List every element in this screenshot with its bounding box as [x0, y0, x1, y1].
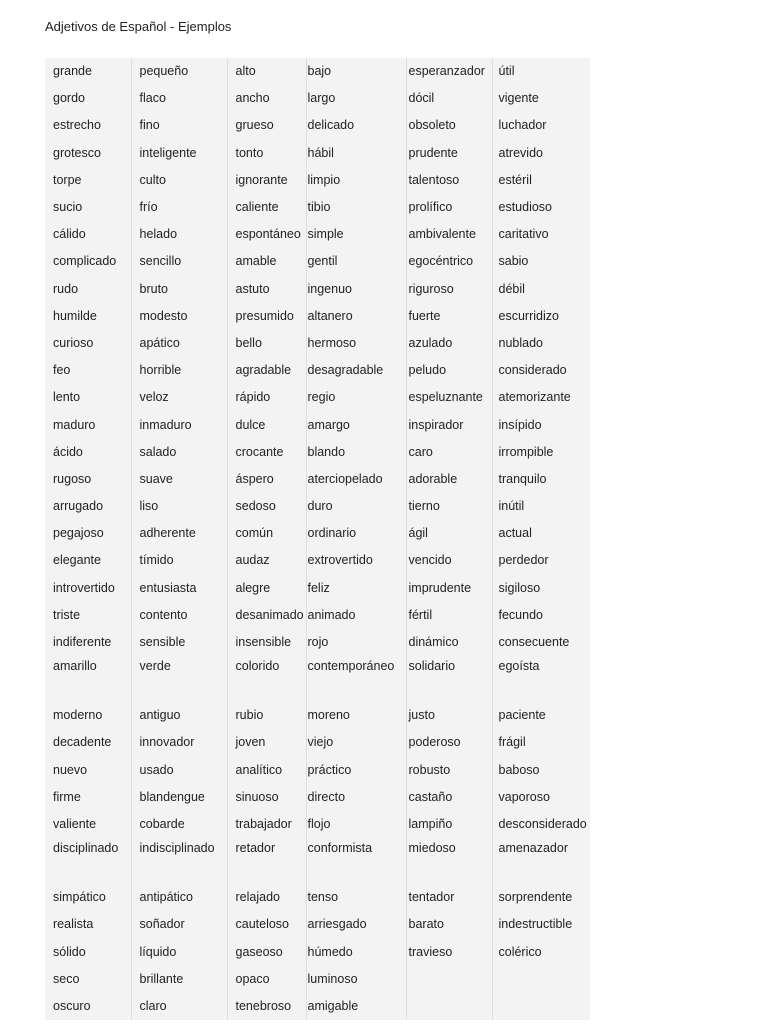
table-cell: vaporoso: [498, 789, 550, 804]
table-cell: tenebroso: [227, 993, 306, 1020]
table-row: [45, 547, 590, 574]
table-cell: alto: [227, 58, 306, 85]
table-row: [45, 303, 590, 330]
table-cell: contento: [131, 602, 227, 629]
table-row: [45, 520, 590, 547]
table-cell: hábil: [306, 140, 406, 167]
table-cell: hermoso: [306, 330, 406, 357]
table-cell: ordinario: [306, 520, 406, 547]
table-row: [45, 575, 590, 602]
table-cell: dinámico: [406, 629, 492, 656]
table-cell: adorable: [406, 466, 492, 493]
table-cell: feliz: [306, 575, 406, 602]
table-cell: amargo: [306, 411, 406, 438]
table-cell: común: [227, 520, 306, 547]
table-cell: apático: [131, 330, 227, 357]
table-cell: viejo: [306, 729, 406, 756]
table-cell: sencillo: [131, 248, 227, 275]
table-cell: luminoso: [306, 966, 406, 993]
table-cell: [492, 966, 590, 993]
table-row: [45, 811, 590, 838]
table-row: [45, 838, 590, 884]
table-cell: suave: [131, 466, 227, 493]
table-cell: aterciopelado: [306, 466, 406, 493]
table-row: [45, 194, 590, 221]
table-cell: [406, 966, 492, 993]
table-cell: frágil: [498, 735, 526, 750]
table-cell: esperanzador: [406, 58, 492, 85]
table-row: [45, 167, 590, 194]
table-row: [45, 784, 590, 811]
table-cell: ingenuo: [306, 276, 406, 303]
table-row: [45, 248, 590, 275]
table-cell: prudente: [406, 140, 492, 167]
table-cell: travieso: [406, 938, 492, 965]
table-cell: útil: [498, 64, 515, 79]
table-cell: sensible: [131, 629, 227, 656]
table-row: [45, 911, 590, 938]
table-cell: delicado: [306, 112, 406, 139]
table-cell: fecundo: [498, 607, 543, 622]
table-row: [45, 493, 590, 520]
table-cell: simple: [306, 221, 406, 248]
table-cell: estéril: [498, 172, 532, 187]
table-cell: gaseoso: [227, 938, 306, 965]
table-cell: colérico: [498, 944, 542, 959]
table-cell: escurridizo: [498, 308, 559, 323]
table-cell: simpático: [45, 884, 131, 911]
table-cell: inteligente: [131, 140, 227, 167]
table-cell: práctico: [306, 757, 406, 784]
table-cell: estudioso: [498, 200, 553, 215]
table-cell: tierno: [406, 493, 492, 520]
table-cell: joven: [227, 729, 306, 756]
table-cell: amenazador: [498, 841, 568, 856]
table-row: [45, 757, 590, 784]
table-cell: tibio: [306, 194, 406, 221]
table-cell: egoísta: [498, 659, 540, 674]
table-cell: actual: [498, 526, 532, 541]
table-cell: liso: [131, 493, 227, 520]
table-cell: arriesgado: [306, 911, 406, 938]
table-cell: indisciplinado: [131, 838, 227, 884]
table-cell: moderno: [45, 702, 131, 729]
table-cell: alegre: [227, 575, 306, 602]
table-cell: humilde: [45, 303, 131, 330]
table-cell: brillante: [131, 966, 227, 993]
table-cell: lento: [45, 384, 131, 411]
table-cell: fértil: [406, 602, 492, 629]
table-cell: culto: [131, 167, 227, 194]
table-cell: obsoleto: [406, 112, 492, 139]
table-cell: colorido: [227, 656, 306, 702]
table-row: [45, 85, 590, 112]
table-cell: rudo: [45, 276, 131, 303]
table-cell: antipático: [131, 884, 227, 911]
table-cell: rápido: [227, 384, 306, 411]
table-row: [45, 729, 590, 756]
table-cell: azulado: [406, 330, 492, 357]
table-cell: desconsiderado: [498, 816, 587, 831]
table-cell: sucio: [45, 194, 131, 221]
table-cell: consecuente: [498, 635, 570, 650]
table-cell: sinuoso: [227, 784, 306, 811]
table-cell: fuerte: [406, 303, 492, 330]
table-cell: extrovertido: [306, 547, 406, 574]
table-cell: modesto: [131, 303, 227, 330]
table-cell: presumido: [227, 303, 306, 330]
table-cell: helado: [131, 221, 227, 248]
table-row: [45, 466, 590, 493]
table-cell: tonto: [227, 140, 306, 167]
table-row: [45, 411, 590, 438]
table-row: [45, 884, 590, 911]
table-cell: usado: [131, 757, 227, 784]
table-cell: antiguo: [131, 702, 227, 729]
table-cell: castaño: [406, 784, 492, 811]
table-cell: insensible: [227, 629, 306, 656]
table-cell: tentador: [406, 884, 492, 911]
table-cell: indiferente: [45, 629, 131, 656]
table-cell: tenso: [306, 884, 406, 911]
table-cell: disciplinado: [45, 838, 131, 884]
table-cell: seco: [45, 966, 131, 993]
table-cell: valiente: [45, 811, 131, 838]
table-row: [45, 629, 590, 656]
table-cell: audaz: [227, 547, 306, 574]
table-cell: amable: [227, 248, 306, 275]
table-row: [45, 330, 590, 357]
table-cell: justo: [406, 702, 492, 729]
table-cell: inspirador: [406, 411, 492, 438]
table-cell: vencido: [406, 547, 492, 574]
table-row: [45, 938, 590, 965]
table-cell: amarillo: [45, 656, 131, 702]
table-cell: duro: [306, 493, 406, 520]
table-row: [45, 966, 590, 993]
table-cell: sabio: [498, 254, 529, 269]
table-cell: dócil: [406, 85, 492, 112]
table-cell: tímido: [131, 547, 227, 574]
table-cell: bruto: [131, 276, 227, 303]
table-cell: [492, 993, 590, 1020]
table-cell: verde: [131, 656, 227, 702]
table-cell: animado: [306, 602, 406, 629]
table-cell: sigiloso: [498, 580, 541, 595]
document-title: Adjetivos de Español - Ejemplos: [45, 19, 232, 34]
table-row: [45, 656, 590, 702]
table-cell: barato: [406, 911, 492, 938]
table-cell: retador: [227, 838, 306, 884]
table-row: [45, 276, 590, 303]
table-cell: ancho: [227, 85, 306, 112]
table-cell: [406, 993, 492, 1020]
table-cell: oscuro: [45, 993, 131, 1020]
table-cell: ácido: [45, 439, 131, 466]
table-cell: rojo: [306, 629, 406, 656]
table-cell: bajo: [306, 58, 406, 85]
table-cell: veloz: [131, 384, 227, 411]
table-cell: curioso: [45, 330, 131, 357]
table-row: [45, 58, 590, 85]
table-cell: elegante: [45, 547, 131, 574]
table-cell: grueso: [227, 112, 306, 139]
table-cell: arrugado: [45, 493, 131, 520]
table-cell: caliente: [227, 194, 306, 221]
table-cell: desagradable: [306, 357, 406, 384]
table-cell: desanimado: [227, 602, 306, 629]
table-cell: regio: [306, 384, 406, 411]
table-cell: atemorizante: [498, 390, 571, 405]
table-cell: atrevido: [498, 145, 543, 160]
table-cell: considerado: [498, 363, 567, 378]
table-cell: moreno: [306, 702, 406, 729]
table-cell: bello: [227, 330, 306, 357]
table-cell: áspero: [227, 466, 306, 493]
table-cell: directo: [306, 784, 406, 811]
table-cell: grande: [45, 58, 131, 85]
table-cell: húmedo: [306, 938, 406, 965]
table-cell: sedoso: [227, 493, 306, 520]
table-cell: flaco: [131, 85, 227, 112]
table-cell: gordo: [45, 85, 131, 112]
table-cell: líquido: [131, 938, 227, 965]
table-cell: relajado: [227, 884, 306, 911]
table-cell: trabajador: [227, 811, 306, 838]
table-cell: opaco: [227, 966, 306, 993]
table-cell: inútil: [498, 499, 525, 514]
table-cell: feo: [45, 357, 131, 384]
table-cell: rugoso: [45, 466, 131, 493]
table-cell: espontáneo: [227, 221, 306, 248]
table-cell: espeluznante: [406, 384, 492, 411]
table-cell: lampiño: [406, 811, 492, 838]
table-cell: decadente: [45, 729, 131, 756]
table-row: [45, 112, 590, 139]
table-cell: insípido: [498, 417, 542, 432]
table-cell: cobarde: [131, 811, 227, 838]
table-cell: imprudente: [406, 575, 492, 602]
table-cell: entusiasta: [131, 575, 227, 602]
table-cell: blando: [306, 439, 406, 466]
table-cell: realista: [45, 911, 131, 938]
table-cell: cálido: [45, 221, 131, 248]
table-cell: riguroso: [406, 276, 492, 303]
table-cell: dulce: [227, 411, 306, 438]
table-cell: egocéntrico: [406, 248, 492, 275]
table-cell: rubio: [227, 702, 306, 729]
table-cell: analítico: [227, 757, 306, 784]
table-cell: robusto: [406, 757, 492, 784]
table-row: [45, 357, 590, 384]
table-cell: sorprendente: [498, 890, 573, 905]
table-row: [45, 221, 590, 248]
table-cell: talentoso: [406, 167, 492, 194]
table-cell: prolífico: [406, 194, 492, 221]
table-cell: salado: [131, 439, 227, 466]
table-cell: grotesco: [45, 140, 131, 167]
table-cell: triste: [45, 602, 131, 629]
table-cell: sólido: [45, 938, 131, 965]
table-cell: cauteloso: [227, 911, 306, 938]
table-cell: poderoso: [406, 729, 492, 756]
table-cell: claro: [131, 993, 227, 1020]
adjectives-table: [45, 58, 590, 1020]
table-cell: pequeño: [131, 58, 227, 85]
table-cell: perdedor: [498, 553, 549, 568]
table-cell: flojo: [306, 811, 406, 838]
table-cell: astuto: [227, 276, 306, 303]
table-cell: conformista: [306, 838, 406, 884]
table-cell: caritativo: [498, 227, 549, 242]
table-cell: ambivalente: [406, 221, 492, 248]
table-cell: caro: [406, 439, 492, 466]
table-cell: torpe: [45, 167, 131, 194]
table-cell: irrompible: [498, 444, 554, 459]
table-cell: complicado: [45, 248, 131, 275]
table-row: [45, 602, 590, 629]
table-cell: paciente: [498, 708, 546, 723]
table-cell: inmaduro: [131, 411, 227, 438]
table-row: [45, 702, 590, 729]
table-cell: introvertido: [45, 575, 131, 602]
table-cell: contemporáneo: [306, 656, 406, 702]
table-cell: fino: [131, 112, 227, 139]
table-cell: tranquilo: [498, 471, 547, 486]
table-cell: ignorante: [227, 167, 306, 194]
table-cell: nublado: [498, 335, 543, 350]
table-cell: pegajoso: [45, 520, 131, 547]
table-cell: baboso: [498, 762, 540, 777]
table-cell: indestructible: [498, 917, 573, 932]
table-cell: blandengue: [131, 784, 227, 811]
table-row: [45, 993, 590, 1020]
table-cell: gentil: [306, 248, 406, 275]
table-cell: soñador: [131, 911, 227, 938]
table-cell: crocante: [227, 439, 306, 466]
table-cell: peludo: [406, 357, 492, 384]
table-cell: estrecho: [45, 112, 131, 139]
table-cell: luchador: [498, 118, 547, 133]
table-cell: agradable: [227, 357, 306, 384]
table-cell: miedoso: [406, 838, 492, 884]
table-cell: horrible: [131, 357, 227, 384]
table-cell: nuevo: [45, 757, 131, 784]
table-cell: solidario: [406, 656, 492, 702]
table-row: [45, 140, 590, 167]
table-cell: adherente: [131, 520, 227, 547]
table-cell: innovador: [131, 729, 227, 756]
table-cell: maduro: [45, 411, 131, 438]
table-row: [45, 384, 590, 411]
table-cell: altanero: [306, 303, 406, 330]
table-row: [45, 439, 590, 466]
table-cell: débil: [498, 281, 525, 296]
table-cell: largo: [306, 85, 406, 112]
table-cell: firme: [45, 784, 131, 811]
table-cell: vigente: [498, 91, 539, 106]
table-cell: limpio: [306, 167, 406, 194]
table-cell: frío: [131, 194, 227, 221]
table-cell: ágil: [406, 520, 492, 547]
table-cell: amigable: [306, 993, 406, 1020]
